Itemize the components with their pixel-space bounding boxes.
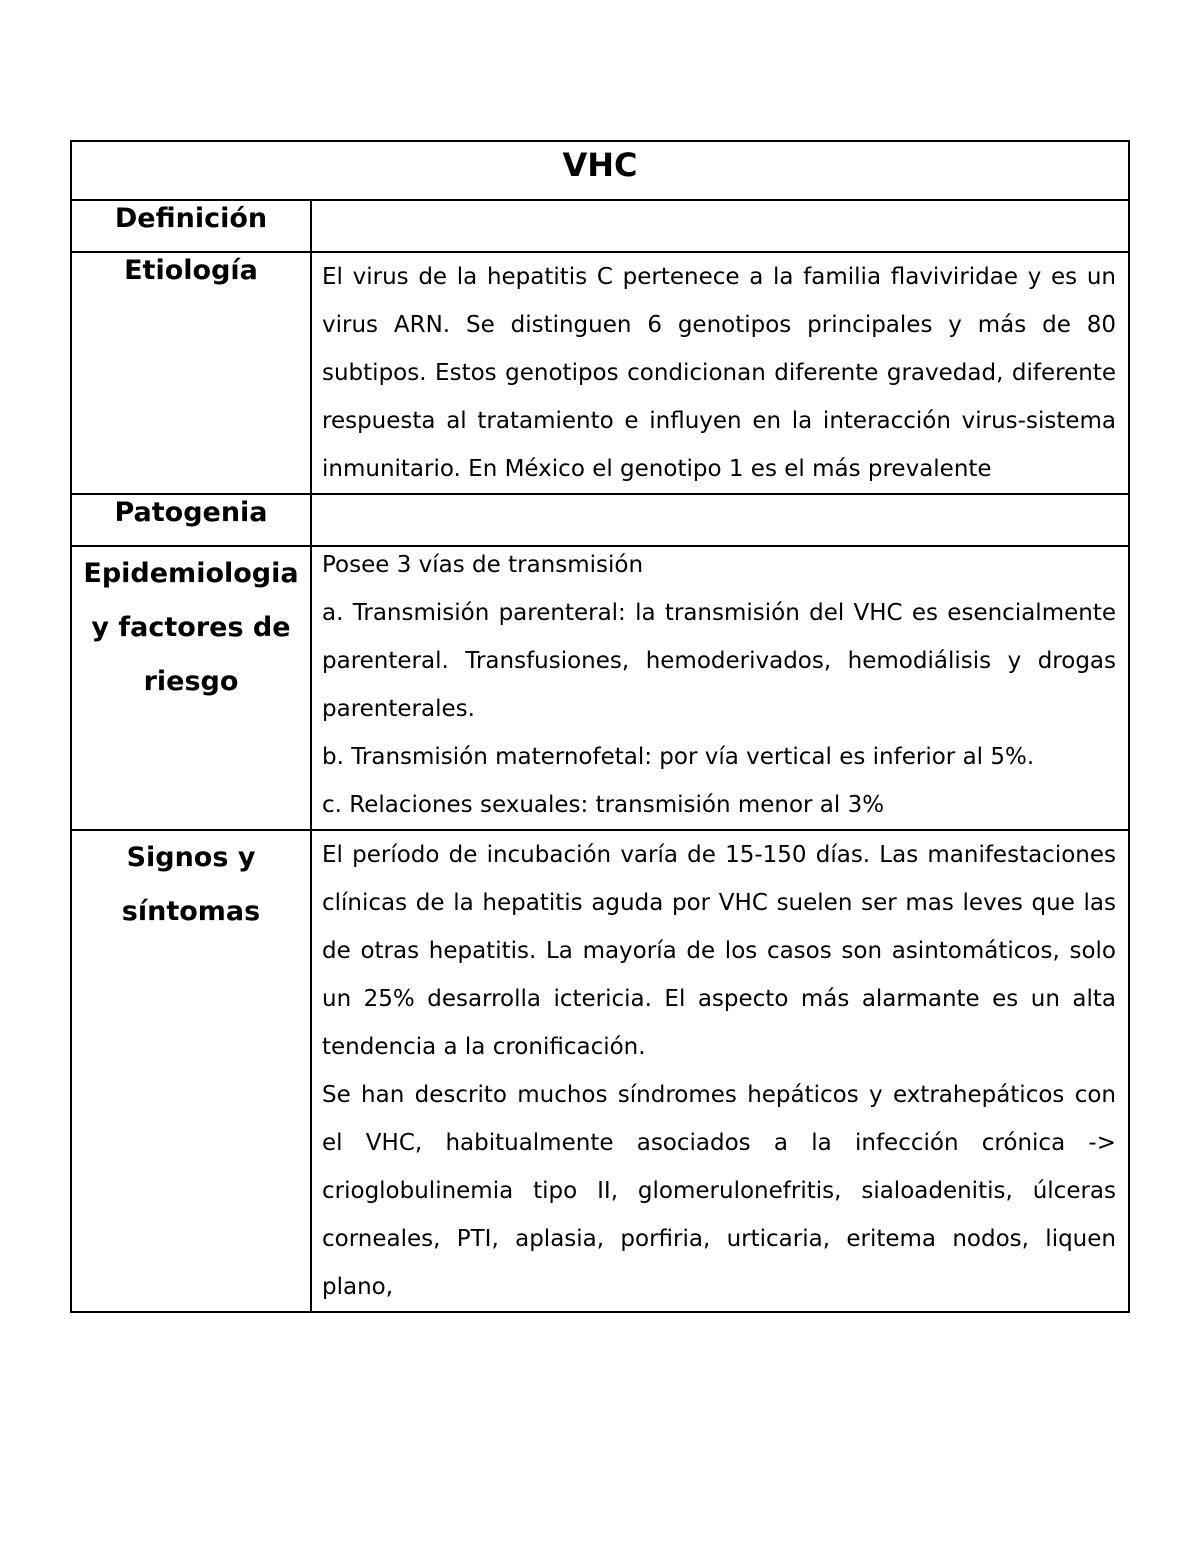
epidemiologia-paragraph: c. Relaciones sexuales: transmisión menor al 3% xyxy=(322,792,885,818)
signos-paragraph: Se han descrito muchos síndromes hepáticos y extrahepáticos con el VHC, habitualmente asociados a la infección crónica -> crioglobulinemia tipo II, glomerulonefritis, sialoadenitis, úlceras corneales, PTI, aplasia, porfiria, urticaria, eritema nodos, liquen plano, xyxy=(322,1082,1116,1300)
row-signos xyxy=(71,830,1129,1312)
etiologia-text: El virus de la hepatitis C pertenece a la familia flaviviridae y es un virus ARN. Se distinguen 6 genotipos principales y más de 80 subtipos. Estos genotipos condicionan diferente gravedad, diferente respuesta al tratamiento e influyen en la interacción virus-sistema inmunitario. En México el genotipo 1 es el más prevalente xyxy=(322,264,1116,482)
row-epidemiologia xyxy=(71,546,1129,830)
label-signos: Signos y síntomas xyxy=(71,830,311,1312)
row-patogenia xyxy=(71,494,1129,546)
signos-paragraph: El período de incubación varía de 15-150 días. Las manifestaciones clínicas de la hepatitis aguda por VHC suelen ser mas leves que las de otras hepatitis. La mayoría de los casos son asintomáticos, solo un 25% desarrolla ictericia. El aspecto más alarmante es un alta tendencia a la cronificación. xyxy=(322,842,1116,1060)
vhc-table xyxy=(70,140,1130,1313)
label-patogenia: Patogenia xyxy=(71,494,311,546)
label-etiologia: Etiología xyxy=(71,252,311,494)
label-epidemiologia: Epidemiologia y factores de riesgo xyxy=(71,546,311,830)
title-row xyxy=(71,141,1129,200)
label-definicion: Definición xyxy=(71,200,311,252)
content-patogenia xyxy=(311,494,1129,546)
content-epidemiologia xyxy=(311,546,1129,830)
content-definicion xyxy=(311,200,1129,252)
table-title: VHC xyxy=(71,141,1129,200)
epidemiologia-paragraph: Posee 3 vías de transmisión xyxy=(322,552,644,578)
epidemiologia-paragraph: a. Transmisión parenteral: la transmisión del VHC es esencialmente parenteral. Transfusiones, hemoderivados, hemodiálisis y drogas parenterales. xyxy=(322,600,1116,722)
row-etiologia xyxy=(71,252,1129,494)
content-etiologia xyxy=(311,252,1129,494)
row-definicion xyxy=(71,200,1129,252)
epidemiologia-paragraph: b. Transmisión maternofetal: por vía vertical es inferior al 5%. xyxy=(322,744,1035,770)
content-signos xyxy=(311,830,1129,1312)
